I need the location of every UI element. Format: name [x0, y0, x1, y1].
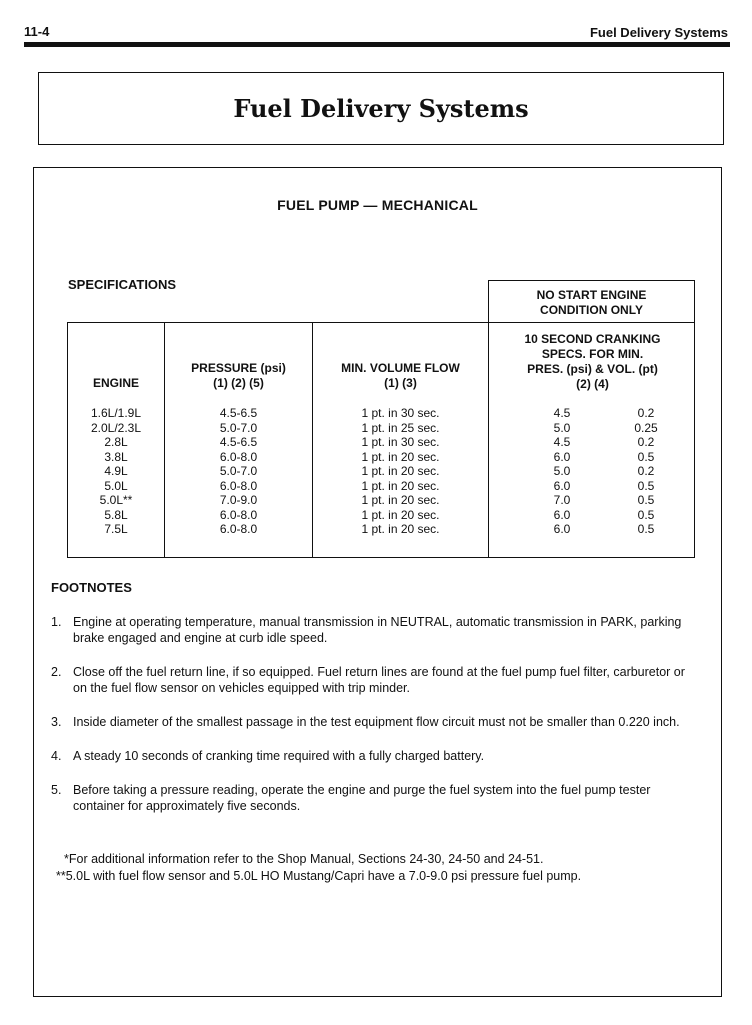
- crank-volume-column: [616, 406, 676, 537]
- pressure-cell: 6.0-8.0: [219, 449, 258, 464]
- note-line: *For additional information refer to the Shop Manual, Sections 24-30, 24-50 and 24-51.: [64, 852, 544, 866]
- crank-pressure-column: [528, 406, 596, 537]
- footnote-text: Engine at operating temperature, manual transmission in NEUTRAL, automatic transmission in PARK, parking brake engaged and engine at curb idle speed.: [73, 615, 682, 645]
- engine-header: [68, 376, 164, 391]
- volume-cell: 1 pt. in 20 sec.: [361, 478, 440, 493]
- crank-pressure-cell: 7.0: [553, 493, 571, 507]
- content-box: [33, 167, 722, 997]
- crank-volume-cell: 0.2: [637, 406, 655, 420]
- pressure-cell: 4.5-6.5: [219, 406, 258, 420]
- engine-cell: 5.0L**: [99, 493, 133, 507]
- volume-cell: 1 pt. in 20 sec.: [361, 507, 440, 522]
- volume-header: [313, 361, 488, 391]
- specifications-label: SPECIFICATIONS: [68, 277, 177, 292]
- pressure-cell: 5.0-7.0: [219, 464, 258, 478]
- pressure-header: [165, 361, 312, 391]
- crank-pressure-cell: 6.0: [553, 522, 571, 536]
- page-title: Fuel Delivery Systems: [233, 94, 529, 123]
- crank-volume-cell: 0.5: [637, 478, 655, 493]
- engine-cell: 2.0L/2.3L: [90, 420, 142, 435]
- volume-column: [313, 406, 488, 537]
- header-line: MIN. VOLUME FLOW: [341, 361, 460, 375]
- title-box: [38, 72, 724, 145]
- pressure-cell: 6.0-8.0: [219, 478, 258, 493]
- crank-volume-cell: 0.2: [637, 464, 655, 478]
- header-line: PRES. (psi) & VOL. (pt): [527, 362, 658, 376]
- volume-cell: 1 pt. in 30 sec.: [361, 406, 440, 420]
- running-header: Fuel Delivery Systems: [589, 25, 728, 40]
- footnotes-label: FOOTNOTES: [51, 580, 132, 595]
- crank-volume-cell: 0.2: [637, 435, 655, 449]
- volume-cell: 1 pt. in 20 sec.: [361, 449, 440, 464]
- footnote-number: 4.: [51, 749, 62, 763]
- pressure-column: [165, 406, 312, 537]
- crank-volume-cell: 0.5: [637, 449, 655, 464]
- note-line: **5.0L with fuel flow sensor and 5.0L HO Mustang/Capri have a 7.0-9.0 psi pressure fuel pump.: [56, 869, 582, 883]
- footnote-list: [51, 614, 701, 832]
- crank-pressure-cell: 4.5: [553, 406, 571, 420]
- page-number: 11-4: [24, 24, 50, 39]
- footnote-text: A steady 10 seconds of cranking time required with a fully charged battery.: [73, 749, 485, 763]
- engine-cell: 3.8L: [104, 449, 128, 464]
- header-line: ENGINE: [92, 376, 139, 390]
- crank-volume-cell: 0.25: [634, 420, 658, 435]
- footnote-text: Before taking a pressure reading, operate the engine and purge the fuel system into the fuel pump tester container for approximately five seconds.: [73, 783, 651, 813]
- footnote-text: Close off the fuel return line, if so equipped. Fuel return lines are found at the fuel pump fuel filter, carburetor or on the fuel flow sensor on vehicles equipped with trip minder.: [73, 665, 685, 695]
- crank-pressure-cell: 4.5: [553, 435, 571, 449]
- header-line: 10 SECOND CRANKING: [524, 332, 661, 346]
- volume-cell: 1 pt. in 20 sec.: [361, 522, 440, 536]
- footnote-number: 1.: [51, 615, 62, 629]
- footnote-item: [51, 782, 701, 814]
- crank-pressure-cell: 6.0: [553, 478, 571, 493]
- engine-column: [68, 406, 164, 537]
- pressure-cell: 4.5-6.5: [219, 435, 258, 449]
- no-start-header: [488, 280, 695, 322]
- volume-cell: 1 pt. in 20 sec.: [361, 493, 440, 507]
- footnote-item: [51, 664, 701, 696]
- crank-pressure-cell: 6.0: [553, 449, 571, 464]
- footnote-number: 2.: [51, 665, 62, 679]
- pressure-cell: 6.0-8.0: [219, 522, 258, 536]
- engine-cell: 5.0L: [104, 478, 128, 493]
- pressure-cell: 5.0-7.0: [219, 420, 258, 435]
- spec-table: [67, 322, 695, 558]
- crank-pressure-cell: 6.0: [553, 507, 571, 522]
- header-line: PRESSURE (psi): [191, 361, 286, 375]
- engine-cell: 5.8L: [104, 507, 128, 522]
- volume-cell: 1 pt. in 25 sec.: [361, 420, 440, 435]
- header-line: SPECS. FOR MIN.: [541, 347, 644, 361]
- volume-cell: 1 pt. in 30 sec.: [361, 435, 440, 449]
- footnote-text: Inside diameter of the smallest passage in the test equipment flow circuit must not be smaller than 0.220 inch.: [73, 715, 680, 729]
- footnote-item: [51, 614, 701, 646]
- additional-notes: [56, 851, 581, 885]
- engine-cell: 1.6L/1.9L: [90, 406, 142, 420]
- header-line: (1) (2) (5): [213, 376, 264, 390]
- footnote-number: 5.: [51, 783, 62, 797]
- no-start-line: NO START ENGINE: [536, 288, 647, 302]
- header-line: (2) (4): [576, 377, 609, 391]
- cranking-header: [489, 332, 696, 392]
- footnote-item: [51, 748, 701, 764]
- pressure-cell: 6.0-8.0: [219, 507, 258, 522]
- section-heading: FUEL PUMP — MECHANICAL: [277, 197, 478, 213]
- volume-cell: 1 pt. in 20 sec.: [361, 464, 440, 478]
- crank-volume-cell: 0.5: [637, 522, 655, 536]
- header-line: (1) (3): [384, 376, 417, 390]
- crank-pressure-cell: 5.0: [553, 420, 571, 435]
- header-rule: [24, 42, 730, 47]
- pressure-cell: 7.0-9.0: [219, 493, 258, 507]
- engine-cell: 4.9L: [104, 464, 128, 478]
- engine-cell: 7.5L: [104, 522, 128, 536]
- crank-volume-cell: 0.5: [637, 507, 655, 522]
- crank-pressure-cell: 5.0: [553, 464, 571, 478]
- crank-volume-cell: 0.5: [637, 493, 655, 507]
- engine-cell: 2.8L: [104, 435, 128, 449]
- footnote-number: 3.: [51, 715, 62, 729]
- no-start-line: CONDITION ONLY: [540, 303, 643, 317]
- footnote-item: [51, 714, 701, 730]
